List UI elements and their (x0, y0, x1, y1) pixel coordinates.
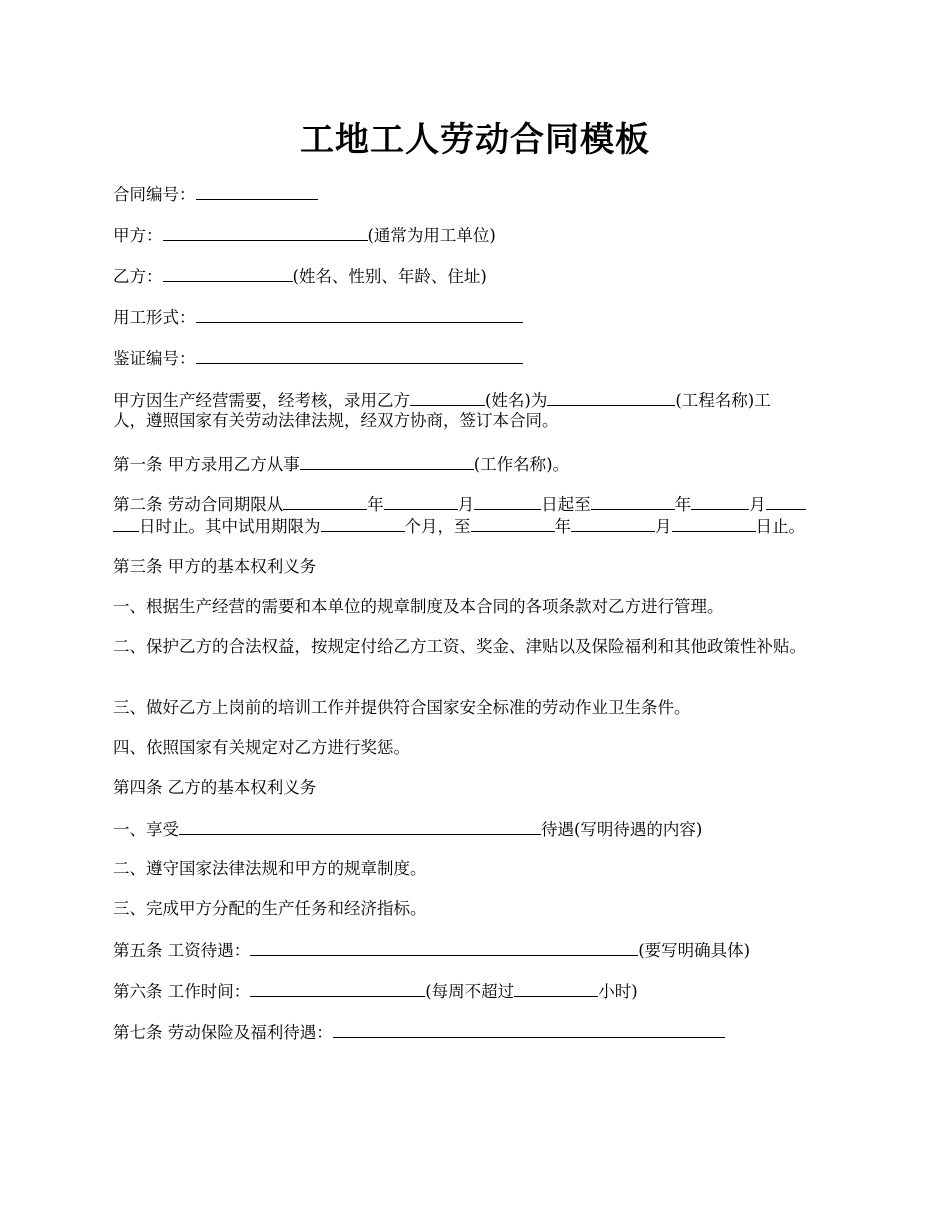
article-1-text: 第一条 甲方录用乙方从事 (113, 455, 300, 474)
contract-number-label: 合同编号： (113, 185, 196, 204)
article-1-note: (工作名称)。 (473, 455, 570, 474)
worker-name-blank[interactable] (410, 388, 485, 406)
end-month-blank[interactable] (691, 492, 749, 510)
article-2-text: 第二条 劳动合同期限从 (113, 495, 284, 514)
article-5 (113, 938, 839, 962)
probation-end-month-blank[interactable] (571, 514, 655, 532)
start-day-blank[interactable] (474, 492, 541, 510)
probation-end-day-blank[interactable] (672, 514, 756, 532)
party-b-label: 乙方： (113, 267, 163, 286)
article-6 (113, 979, 839, 1003)
probation-months-blank[interactable] (321, 514, 405, 532)
article-7-text: 第七条 劳动保险及福利待遇： (113, 1023, 333, 1042)
article-4-item-1-note: 待遇(写明待遇的内容) (541, 820, 703, 839)
contract-number-line (113, 182, 839, 206)
article-3-heading: 第三条 甲方的基本权利义务 (113, 557, 317, 576)
intro-text-d: 人，遵照国家有关劳动法律法规，经双方协商，签订本合同。 (113, 411, 559, 430)
month-label: 月 (655, 517, 672, 536)
end-day-blank-part2[interactable] (113, 514, 139, 532)
article-4-item-2: 二、遵守国家法律法规和甲方的规章制度。 (113, 859, 427, 878)
day-from-label: 日起至 (541, 495, 591, 514)
probation-end-year-blank[interactable] (471, 514, 555, 532)
year-label: 年 (367, 495, 384, 514)
article-6-unit: 小时) (598, 982, 638, 1001)
day-end-label: 日止。 (755, 517, 805, 536)
day-to-label: 日时止。其中试用期限为 (139, 517, 321, 536)
article-3-item-1: 一、根据生产经营的需要和本单位的规章制度及本合同的各项条款对乙方进行管理。 (113, 597, 724, 616)
article-3-item-2: 二、保护乙方的合法权益，按规定付给乙方工资、奖金、津贴以及保险福利和其他政策性补贴。 (113, 637, 806, 656)
months-to-label: 个月，至 (404, 517, 471, 536)
party-b-line (113, 264, 839, 288)
party-a-line (113, 223, 839, 247)
contract-number-blank[interactable] (196, 182, 318, 200)
end-day-blank-part1[interactable] (766, 492, 806, 510)
verification-number-label: 鉴证编号： (113, 349, 196, 368)
article-2-line2 (113, 514, 839, 538)
article-6-note: (每周不超过 (425, 982, 515, 1001)
article-4-item-1-text: 一、享受 (113, 820, 179, 839)
employment-form-blank[interactable] (196, 305, 523, 323)
start-month-blank[interactable] (384, 492, 458, 510)
employment-form-line (113, 305, 839, 329)
job-name-blank[interactable] (300, 452, 474, 470)
intro-text-a: 甲方因生产经营需要，经考核，录用乙方 (113, 391, 410, 410)
project-name-blank[interactable] (547, 388, 675, 406)
end-year-blank[interactable] (591, 492, 675, 510)
employment-form-label: 用工形式： (113, 308, 196, 327)
article-3-item-3: 三、做好乙方上岗前的培训工作并提供符合国家安全标准的劳动作业卫生条件。 (113, 698, 691, 717)
document-title: 工地工人劳动合同模板 (300, 120, 650, 160)
article-7 (113, 1020, 839, 1044)
benefit-blank[interactable] (179, 817, 541, 835)
working-hours-blank[interactable] (250, 979, 425, 997)
party-a-note: (通常为用工单位) (367, 226, 496, 245)
year-label: 年 (674, 495, 692, 514)
article-6-text: 第六条 工作时间： (113, 982, 251, 1001)
article-4-item-1 (113, 817, 839, 841)
party-a-label: 甲方： (113, 226, 163, 245)
intro-paragraph-line2 (113, 410, 839, 432)
intro-text-c: (工程名称)工 (675, 391, 771, 410)
party-b-blank[interactable] (163, 264, 293, 282)
article-3-item-4: 四、依照国家有关规定对乙方进行奖惩。 (113, 738, 410, 757)
insurance-benefits-blank[interactable] (333, 1020, 725, 1038)
month-label: 月 (749, 495, 766, 514)
party-b-note: (姓名、性别、年龄、住址) (292, 267, 487, 286)
verification-number-blank[interactable] (196, 346, 523, 364)
article-1 (113, 452, 839, 476)
article-5-note: (要写明确具体) (638, 941, 751, 960)
weekly-hours-blank[interactable] (514, 979, 598, 997)
year-label: 年 (554, 517, 571, 536)
intro-text-b: (姓名)为 (485, 391, 548, 410)
party-a-blank[interactable] (163, 223, 368, 241)
start-year-blank[interactable] (283, 492, 367, 510)
article-4-heading: 第四条 乙方的基本权利义务 (113, 778, 317, 797)
verification-number-line (113, 346, 839, 370)
article-2-line1 (113, 492, 839, 516)
article-5-text: 第五条 工资待遇： (113, 941, 251, 960)
wage-blank[interactable] (250, 938, 638, 956)
article-4-item-3: 三、完成甲方分配的生产任务和经济指标。 (113, 899, 427, 918)
month-label: 月 (457, 495, 475, 514)
intro-paragraph-line1 (113, 388, 839, 412)
